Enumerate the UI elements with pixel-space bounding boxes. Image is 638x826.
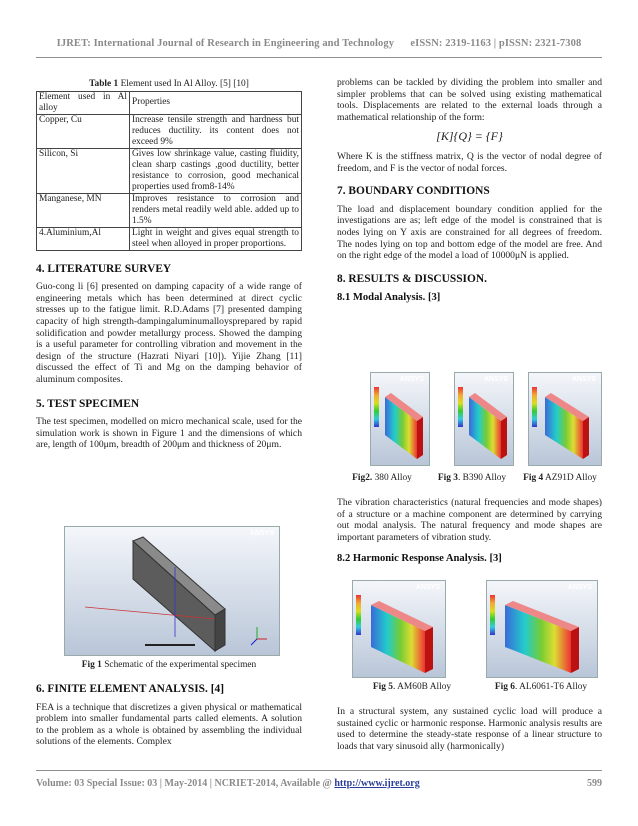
left-column-bottom (36, 684, 302, 748)
table-row: Manganese, MN Improves resistance to corrosion and renders metal readily weld able. added up to 1.5% (37, 193, 302, 227)
section-8-2-title: 8.2 Harmonic Response Analysis. [3] (337, 553, 502, 565)
table-row: Silicon, Si Gives low shrinkage value, casting fluidity, clean sharp castings ,good ductility, better resistance to corrosion, good mechanical properties used from8-14% (37, 148, 302, 193)
section-7-body: The load and displacement boundary condition applied for the investigations are as; left edge of the model is constrained that is nodes lying on Y axis are constrained for all degrees of freedom. The nodes lying on top and bottom edge of the model are free. And on the right edge of the model a load of 10000μN is applied. (337, 203, 602, 262)
section-6-title: 6. FINITE ELEMENT ANALYSIS. [4] (36, 683, 224, 695)
modal-text: The vibration characteristics (natural frequencies and mode shapes) of a structure or a machine component are determined by carrying out modal analysis. The natural frequency and mode shapes are important parameters of vibration study. (337, 497, 602, 543)
section-5-title: 5. TEST SPECIMEN (36, 397, 140, 410)
fig4-caption: Fig 4 AZ91D Alloy (523, 473, 597, 483)
section-5-body: The test specimen, modelled on micro mechanical scale, used for the simulation work is shown in Figure 1 and the dimensions of which are, length of 100μm, breadth of 200μm and thickness of 20μm. (36, 416, 302, 451)
section-4-title: 4. LITERATURE SURVEY (36, 262, 172, 275)
modal-plot-380: ANSYS (370, 372, 430, 466)
fig2-caption: Fig2. 380 Alloy (352, 473, 412, 483)
fig3-caption: Fig 3. B390 Alloy (437, 473, 507, 483)
footer-text: Volume: 03 Special Issue: 03 | May-2014 | NCRIET-2014, Available @ (36, 778, 335, 789)
harmonic-plot-am60b: ANSYS (352, 580, 446, 678)
running-header: IJRET: International Journal of Research in Engineering and Technology eISSN: 2319-1163 | pISSN: 2321-7308 (56, 38, 582, 49)
fig6-caption: Fig 6. AL6061-T6 Alloy (494, 682, 588, 692)
equation-note: Where K is the stiffness matrix, Q is the vector of nodal degree of freedom, and F is the vector of nodal forces. (337, 150, 602, 174)
left-column (36, 79, 302, 451)
section-4-body: Guo-cong li [6] presented on damping capacity of a wide range of engineering metals which has been determined at direct cyclic stresses up to the fatigue limit. R.D.Adams [7] presented damping capacity of high strength-dampingaluminumalloysprepared by rapid solidification and powder metallurgy process. Showed the damping is a useful parameter for controlling vibration and movement in the design of the structure (Hazrati Niyari [10]). Yijie Zhang [11] discussed the effect of Ti and Mg on the damping behavior of aluminum composites. (36, 281, 302, 385)
fig5-caption: Fig 5. AM60B Alloy (372, 682, 452, 692)
header-rule (36, 57, 602, 58)
specimen-model (65, 527, 279, 655)
equation: [K]{Q} = {F} (436, 129, 503, 144)
footer-rule (36, 770, 602, 771)
table-row: Copper, Cu Increase tensile strength and hardness but reduces ductility. its content does not exceed 9% (37, 114, 302, 148)
table-header-row: Element used in Al alloy Properties (37, 91, 302, 114)
section-8-title: 8. RESULTS & DISCUSSION. (337, 272, 487, 285)
journal-link[interactable]: http://www.ijret.org (334, 778, 420, 789)
table1-caption: Table 1 Element used In Al Alloy. [5] [10] (89, 79, 249, 89)
table-row: 4.Aluminium,Al Light in weight and gives equal strength to steel when alloyed in proper proportions. (37, 227, 302, 250)
section-8-1-title: 8.1 Modal Analysis. [3] (337, 292, 441, 304)
ansys-logo: ANSYS (249, 530, 274, 537)
harmonic-text: In a structural system, any sustained cyclic load will produce a sustained cyclic or harmonic response. Harmonic analysis results are used to determine the steady-state response of a linear structure to loads that vary sinusoid ally (harmonically) (337, 706, 602, 752)
right-column (337, 77, 602, 304)
right-column-mid (337, 497, 602, 565)
page-number: 599 (587, 778, 602, 789)
fig1-image (64, 526, 280, 656)
modal-plot-az91d: ANSYS (528, 372, 602, 466)
table1 (36, 91, 302, 251)
footer (36, 778, 602, 789)
fea-continued: problems can be tackled by dividing the problem into smaller and simpler problems that can be solved using existing mathematical tools. Displacements are related to the external loads through a mathematical relationship of the form: (337, 77, 602, 123)
section-6-body: FEA is a technique that discretizes a given physical or mathematical problem into smaller fundamental parts called elements. A solution to the problem as a whole is obtained by assembling the individual solutions of the elements. Complex (36, 701, 302, 748)
modal-plot-b390: ANSYS (454, 372, 514, 466)
section-7-title: 7. BOUNDARY CONDITIONS (337, 185, 490, 198)
harmonic-plot-al6061: ANSYS (486, 580, 598, 678)
right-column-bottom (337, 706, 602, 752)
fig1-caption: Fig 1 Schematic of the experimental specimen (81, 660, 257, 670)
